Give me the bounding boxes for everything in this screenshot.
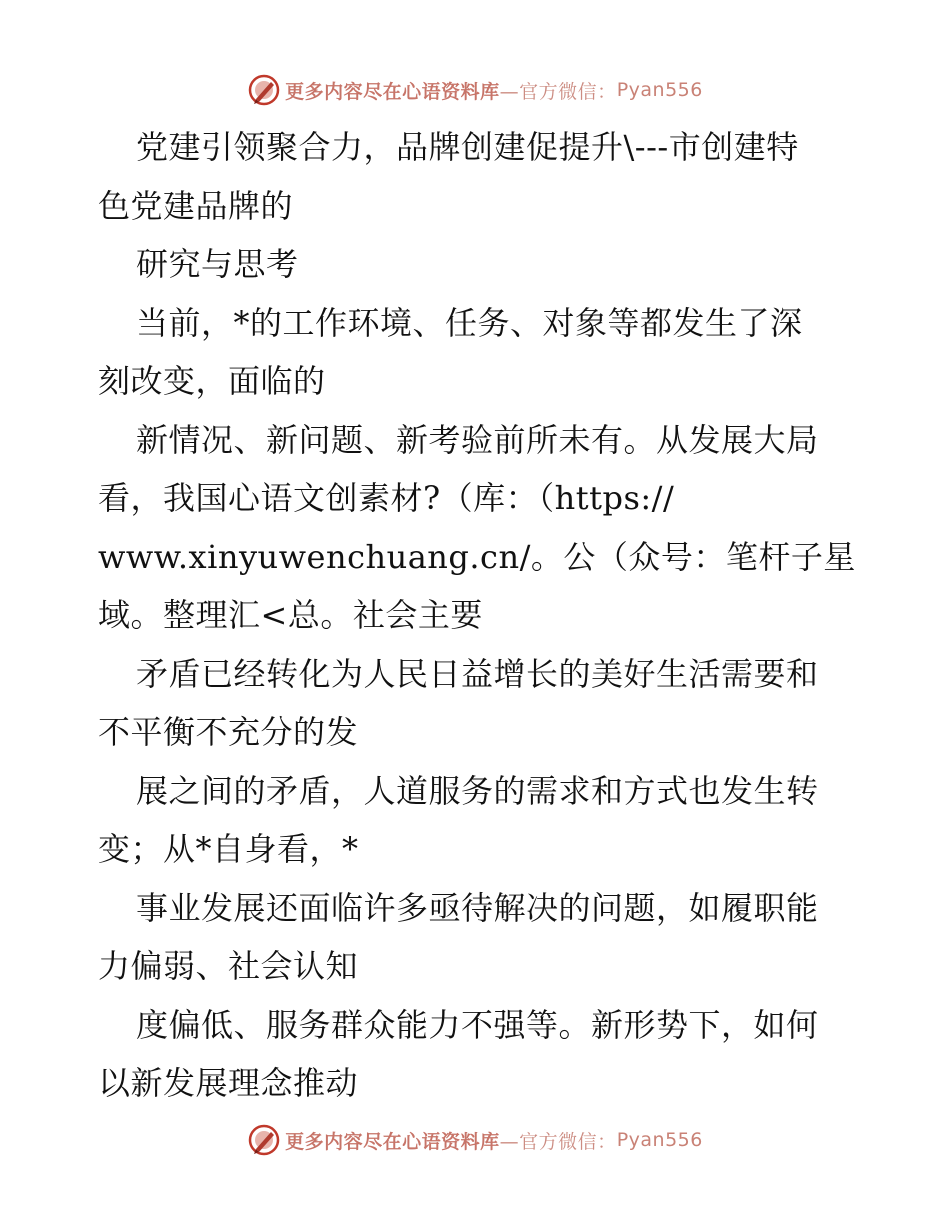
text-line: www.xinyuwenchuang.cn/。公（众号：笔杆子星 bbox=[98, 537, 856, 576]
banner-site-text: 更多内容尽在心语资料库 bbox=[285, 1130, 500, 1153]
banner-wechat-id: Pyan556 bbox=[616, 79, 703, 101]
text-line: 以新发展理念推动 bbox=[98, 1064, 359, 1102]
banner-wechat-id: Pyan556 bbox=[616, 1129, 703, 1151]
document-body bbox=[98, 118, 858, 1113]
text-line: 度偏低、服务群众能力不强等。新形势下，如何 bbox=[136, 1005, 819, 1044]
text-line: 刻改变，面临的 bbox=[98, 362, 326, 400]
text-line: 研究与思考 bbox=[136, 245, 299, 283]
banner-wechat-label: —官方微信： bbox=[499, 1130, 617, 1153]
banner-site-text: 更多内容尽在心语资料库 bbox=[285, 80, 500, 103]
text-line: 看，我国心语文创素材?（库：（https:// bbox=[98, 479, 675, 517]
text-line: 矛盾已经转化为人民日益增长的美好生活需要和 bbox=[136, 654, 819, 693]
text-line: 党建引领聚合力，品牌创建促提升\---市创建特 bbox=[136, 128, 799, 166]
footer-banner bbox=[0, 1120, 950, 1160]
text-line: 力偏弱、社会认知 bbox=[98, 947, 359, 985]
text-line: 变；从*自身看，* bbox=[98, 830, 359, 868]
header-banner bbox=[0, 70, 950, 110]
text-line: 不平衡不充分的发 bbox=[98, 713, 359, 751]
text-line: 当前，*的工作环境、任务、对象等都发生了深 bbox=[136, 303, 803, 342]
text-line: 展之间的矛盾，人道服务的需求和方式也发生转 bbox=[136, 771, 819, 810]
text-line: 色党建品牌的 bbox=[98, 186, 294, 225]
text-line: 新情况、新问题、新考验前所未有。从发展大局 bbox=[136, 420, 819, 459]
text-line: 域。整理汇<总。社会主要 bbox=[98, 596, 483, 634]
banner-wechat-label: —官方微信： bbox=[499, 80, 617, 103]
pen-logo-icon bbox=[247, 73, 281, 107]
pen-logo-icon bbox=[247, 1123, 281, 1157]
text-line: 事业发展还面临许多亟待解决的问题，如履职能 bbox=[136, 888, 819, 927]
